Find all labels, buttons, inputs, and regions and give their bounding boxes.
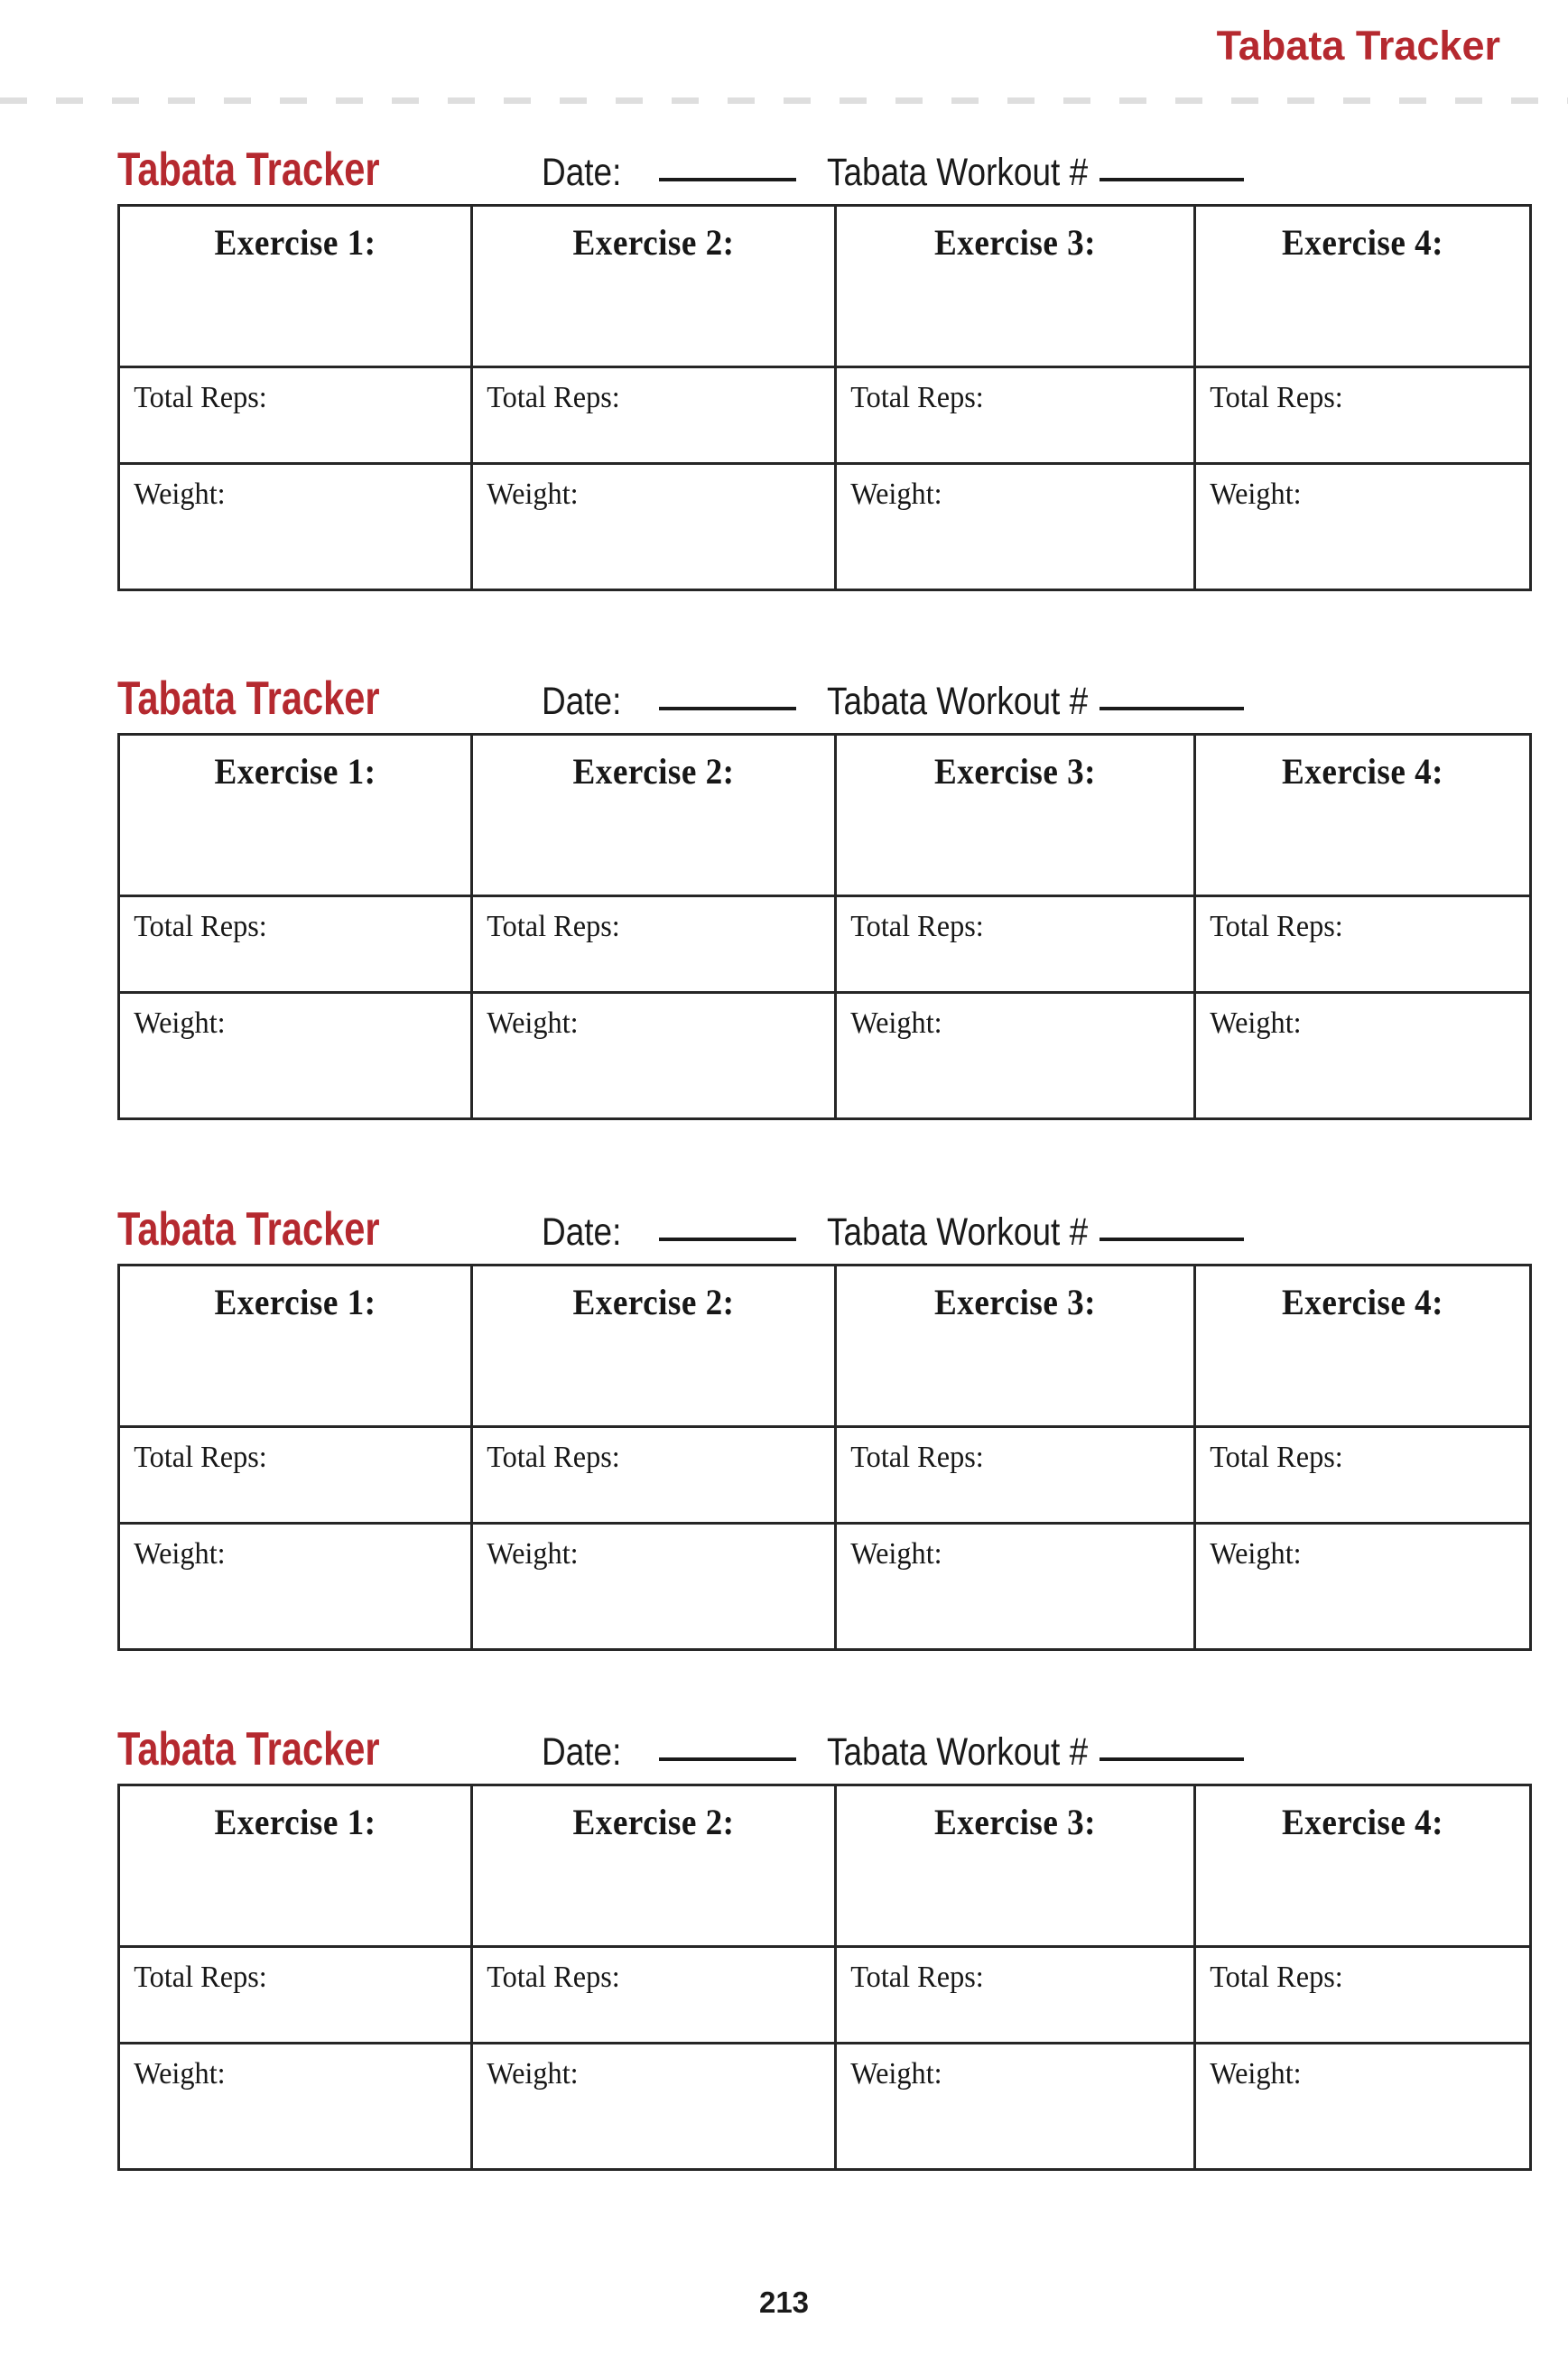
workout-field-group-1 bbox=[827, 153, 1244, 192]
weight-label: Weight: bbox=[850, 1537, 942, 1571]
workout-label-1: Tabata Workout # bbox=[827, 151, 1089, 194]
weight-label: Weight: bbox=[487, 477, 579, 511]
block-title-1: Tabata Tracker bbox=[117, 144, 380, 196]
cell-reps-4-1[interactable] bbox=[119, 1947, 472, 2044]
workout-input-line-2[interactable] bbox=[1099, 706, 1244, 710]
block-header-row-4 bbox=[117, 1723, 1568, 1784]
cell-reps-3-4[interactable] bbox=[1195, 1427, 1531, 1524]
table-row-total-reps-3 bbox=[119, 1427, 1531, 1524]
total-reps-label: Total Reps: bbox=[1210, 1961, 1343, 1994]
cell-reps-1-2[interactable] bbox=[472, 367, 836, 464]
cell-reps-2-2[interactable] bbox=[472, 896, 836, 993]
block-header-row-2 bbox=[117, 672, 1568, 733]
cell-reps-2-3[interactable] bbox=[836, 896, 1195, 993]
cell-exercise-2-3[interactable] bbox=[836, 735, 1195, 896]
exercise-label: Exercise 1: bbox=[214, 222, 376, 263]
running-header bbox=[0, 23, 1500, 69]
date-label-1: Date: bbox=[542, 151, 622, 194]
workout-input-line-3[interactable] bbox=[1099, 1237, 1244, 1241]
total-reps-label: Total Reps: bbox=[850, 1441, 984, 1474]
weight-label: Weight: bbox=[487, 2057, 579, 2091]
cell-weight-3-4[interactable] bbox=[1195, 1524, 1531, 1650]
date-field-group-4 bbox=[542, 1730, 827, 1774]
weight-label: Weight: bbox=[487, 1537, 579, 1571]
header-dashed-rule bbox=[0, 97, 1568, 104]
workout-label-4: Tabata Workout # bbox=[827, 1730, 1089, 1774]
weight-label: Weight: bbox=[134, 477, 226, 511]
tracker-block-1 bbox=[0, 146, 1568, 591]
tracker-table-3 bbox=[117, 1264, 1532, 1651]
weight-label: Weight: bbox=[850, 1006, 942, 1040]
table-row-weight-4 bbox=[119, 2044, 1531, 2170]
block-title-3: Tabata Tracker bbox=[117, 1203, 380, 1256]
total-reps-label: Total Reps: bbox=[487, 1441, 620, 1474]
cell-reps-1-3[interactable] bbox=[836, 367, 1195, 464]
weight-label: Weight: bbox=[134, 1006, 226, 1040]
cell-reps-2-4[interactable] bbox=[1195, 896, 1531, 993]
table-row-weight-3 bbox=[119, 1524, 1531, 1650]
workout-field-group-3 bbox=[827, 1210, 1244, 1254]
total-reps-label: Total Reps: bbox=[850, 1961, 984, 1994]
cell-reps-3-3[interactable] bbox=[836, 1427, 1195, 1524]
date-input-line-2[interactable] bbox=[659, 706, 796, 710]
cell-weight-2-4[interactable] bbox=[1195, 993, 1531, 1119]
page-number: 213 bbox=[758, 2285, 810, 2319]
date-label-3: Date: bbox=[542, 1210, 622, 1254]
cell-reps-1-1[interactable] bbox=[119, 367, 472, 464]
table-row-exercise-4 bbox=[119, 1785, 1531, 1947]
weight-label: Weight: bbox=[487, 1006, 579, 1040]
total-reps-label: Total Reps: bbox=[487, 910, 620, 943]
total-reps-label: Total Reps: bbox=[134, 381, 267, 414]
block-title-4: Tabata Tracker bbox=[117, 1723, 380, 1776]
cell-weight-1-2[interactable] bbox=[472, 464, 836, 590]
exercise-label: Exercise 1: bbox=[214, 751, 376, 792]
block-title-2: Tabata Tracker bbox=[117, 672, 380, 725]
cell-reps-4-4[interactable] bbox=[1195, 1947, 1531, 2044]
tracker-table-1 bbox=[117, 204, 1532, 591]
date-field-group-1 bbox=[542, 153, 827, 192]
exercise-label: Exercise 4: bbox=[1281, 751, 1443, 792]
total-reps-label: Total Reps: bbox=[1210, 910, 1343, 943]
cell-exercise-1-1[interactable] bbox=[119, 206, 472, 367]
cell-exercise-4-3[interactable] bbox=[836, 1785, 1195, 1947]
total-reps-label: Total Reps: bbox=[850, 381, 984, 414]
cell-weight-3-1[interactable] bbox=[119, 1524, 472, 1650]
cell-exercise-2-1[interactable] bbox=[119, 735, 472, 896]
exercise-label: Exercise 2: bbox=[572, 1282, 735, 1322]
cell-exercise-4-4[interactable] bbox=[1195, 1785, 1531, 1947]
table-row-exercise-2 bbox=[119, 735, 1531, 896]
date-label-4: Date: bbox=[542, 1730, 622, 1774]
total-reps-label: Total Reps: bbox=[134, 1961, 267, 1994]
workout-input-line-4[interactable] bbox=[1099, 1757, 1244, 1761]
table-row-weight-1 bbox=[119, 464, 1531, 590]
exercise-label: Exercise 3: bbox=[933, 222, 1096, 263]
date-field-group-3 bbox=[542, 1210, 827, 1254]
cell-weight-2-3[interactable] bbox=[836, 993, 1195, 1119]
table-row-total-reps-1 bbox=[119, 367, 1531, 464]
cell-weight-1-3[interactable] bbox=[836, 464, 1195, 590]
cell-weight-2-2[interactable] bbox=[472, 993, 836, 1119]
cell-weight-4-2[interactable] bbox=[472, 2044, 836, 2170]
total-reps-label: Total Reps: bbox=[1210, 381, 1343, 414]
date-input-line-1[interactable] bbox=[659, 177, 796, 181]
total-reps-label: Total Reps: bbox=[487, 381, 620, 414]
cell-reps-4-2[interactable] bbox=[472, 1947, 836, 2044]
cell-exercise-1-3[interactable] bbox=[836, 206, 1195, 367]
weight-label: Weight: bbox=[850, 2057, 942, 2091]
exercise-label: Exercise 2: bbox=[572, 1802, 735, 1842]
total-reps-label: Total Reps: bbox=[134, 910, 267, 943]
table-row-exercise-1 bbox=[119, 206, 1531, 367]
cell-reps-2-1[interactable] bbox=[119, 896, 472, 993]
exercise-label: Exercise 3: bbox=[933, 1282, 1096, 1322]
date-label-2: Date: bbox=[542, 680, 622, 723]
total-reps-label: Total Reps: bbox=[134, 1441, 267, 1474]
weight-label: Weight: bbox=[1210, 1006, 1302, 1040]
cell-exercise-2-2[interactable] bbox=[472, 735, 836, 896]
tracker-block-2 bbox=[0, 672, 1568, 1120]
workout-label-3: Tabata Workout # bbox=[827, 1210, 1089, 1254]
date-input-line-3[interactable] bbox=[659, 1237, 796, 1241]
cell-exercise-3-4[interactable] bbox=[1195, 1266, 1531, 1427]
exercise-label: Exercise 1: bbox=[214, 1282, 376, 1322]
cell-weight-3-3[interactable] bbox=[836, 1524, 1195, 1650]
total-reps-label: Total Reps: bbox=[1210, 1441, 1343, 1474]
tracker-table-2 bbox=[117, 733, 1532, 1120]
cell-exercise-4-2[interactable] bbox=[472, 1785, 836, 1947]
table-row-total-reps-2 bbox=[119, 896, 1531, 993]
tracker-block-4 bbox=[0, 1723, 1568, 2171]
cell-exercise-2-4[interactable] bbox=[1195, 735, 1531, 896]
table-row-weight-2 bbox=[119, 993, 1531, 1119]
exercise-label: Exercise 4: bbox=[1281, 1802, 1443, 1842]
tracker-block-3 bbox=[0, 1203, 1568, 1651]
cell-exercise-1-2[interactable] bbox=[472, 206, 836, 367]
weight-label: Weight: bbox=[134, 1537, 226, 1571]
exercise-label: Exercise 4: bbox=[1281, 222, 1443, 263]
weight-label: Weight: bbox=[1210, 2057, 1302, 2091]
weight-label: Weight: bbox=[850, 477, 942, 511]
exercise-label: Exercise 2: bbox=[572, 751, 735, 792]
cell-weight-4-3[interactable] bbox=[836, 2044, 1195, 2170]
weight-label: Weight: bbox=[1210, 1537, 1302, 1571]
exercise-label: Exercise 3: bbox=[933, 1802, 1096, 1842]
cell-weight-2-1[interactable] bbox=[119, 993, 472, 1119]
table-row-total-reps-4 bbox=[119, 1947, 1531, 2044]
cell-exercise-4-1[interactable] bbox=[119, 1785, 472, 1947]
workout-input-line-1[interactable] bbox=[1099, 177, 1244, 181]
weight-label: Weight: bbox=[1210, 477, 1302, 511]
cell-weight-4-1[interactable] bbox=[119, 2044, 472, 2170]
cell-exercise-1-4[interactable] bbox=[1195, 206, 1531, 367]
weight-label: Weight: bbox=[134, 2057, 226, 2091]
exercise-label: Exercise 4: bbox=[1281, 1282, 1443, 1322]
cell-weight-1-1[interactable] bbox=[119, 464, 472, 590]
exercise-label: Exercise 3: bbox=[933, 751, 1096, 792]
cell-reps-4-3[interactable] bbox=[836, 1947, 1195, 2044]
cell-weight-3-2[interactable] bbox=[472, 1524, 836, 1650]
date-field-group-2 bbox=[542, 682, 827, 721]
cell-exercise-3-2[interactable] bbox=[472, 1266, 836, 1427]
workout-field-group-2 bbox=[827, 682, 1244, 721]
block-header-row-1 bbox=[117, 146, 1568, 204]
cell-weight-4-4[interactable] bbox=[1195, 2044, 1531, 2170]
total-reps-label: Total Reps: bbox=[487, 1961, 620, 1994]
table-row-exercise-3 bbox=[119, 1266, 1531, 1427]
cell-exercise-3-3[interactable] bbox=[836, 1266, 1195, 1427]
block-header-row-3 bbox=[117, 1203, 1568, 1264]
exercise-label: Exercise 1: bbox=[214, 1802, 376, 1842]
tracker-table-4 bbox=[117, 1784, 1532, 2171]
cell-exercise-3-1[interactable] bbox=[119, 1266, 472, 1427]
total-reps-label: Total Reps: bbox=[850, 910, 984, 943]
cell-reps-1-4[interactable] bbox=[1195, 367, 1531, 464]
workout-label-2: Tabata Workout # bbox=[827, 680, 1089, 723]
date-input-line-4[interactable] bbox=[659, 1757, 796, 1761]
workout-field-group-4 bbox=[827, 1730, 1244, 1774]
running-header-title: Tabata Tracker bbox=[1216, 23, 1500, 69]
cell-reps-3-2[interactable] bbox=[472, 1427, 836, 1524]
cell-weight-1-4[interactable] bbox=[1195, 464, 1531, 590]
exercise-label: Exercise 2: bbox=[572, 222, 735, 263]
cell-reps-3-1[interactable] bbox=[119, 1427, 472, 1524]
